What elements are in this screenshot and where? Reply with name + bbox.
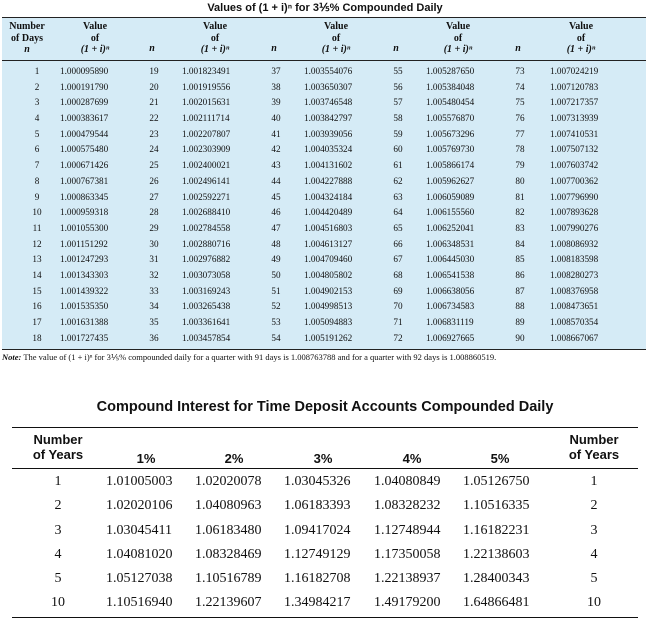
value-cell: 1.000863345 [60,191,109,202]
days-cell: 61 [393,160,403,171]
daily-table-row [2,127,646,143]
daily-table-row [2,237,646,253]
value-cell: 1.005866174 [426,160,475,171]
days-cell: 64 [393,207,403,218]
value-cell: 1.006734583 [426,301,475,312]
daily-table-row [2,252,646,268]
value-cell: 1.006541538 [426,269,475,280]
value-cell: 1.004420489 [304,207,353,218]
header-line: of [331,32,341,44]
value-cell: 1.005384048 [426,81,475,92]
years-cell-left: 2 [54,498,62,514]
yearly-table-body [12,470,638,616]
value-cell: 1.002111714 [182,113,230,124]
factor-cell: 1.09417024 [284,522,351,538]
days-cell: 29 [149,222,159,233]
value-cell: 1.007217357 [550,97,599,108]
years-cell-right: 4 [590,546,598,562]
yearly-table-row [12,543,638,567]
days-cell: 52 [271,301,281,312]
value-cell: 1.003073058 [182,269,231,280]
factor-cell: 1.49179200 [374,595,441,611]
daily-table-note [2,352,496,363]
days-cell: 83 [515,222,525,233]
days-cell: 30 [149,238,159,249]
years-cell-left: 5 [54,571,62,587]
value-cell: 1.002207807 [182,128,231,139]
value-cell: 1.007700362 [550,175,599,186]
header-line: Value [323,21,349,32]
yearly-table-row [12,591,638,615]
value-cell: 1.003169243 [182,285,231,296]
factor-cell: 1.05126750 [463,474,530,489]
days-cell: 69 [393,285,403,296]
value-cell: 1.002976882 [182,254,231,265]
days-cell: 18 [32,332,42,343]
days-cell: 67 [393,254,403,265]
value-cell: 1.006638056 [426,285,475,296]
rate-header: 4% [402,451,422,466]
value-cell: 1.003457854 [182,332,231,343]
years-cell-left: 4 [54,546,62,562]
value-cell: 1.002400021 [182,160,231,171]
years-header-right [554,432,634,462]
days-cell: 5 [34,128,40,139]
days-cell: 19 [149,66,159,76]
days-cell: 9 [34,191,40,202]
factor-cell: 1.02020078 [195,474,262,489]
factor-cell: 1.12749129 [284,546,351,562]
header-line: Value [568,21,594,32]
value-cell: 1.001439322 [60,285,109,296]
value-cell: 1.001631388 [60,317,109,327]
days-cell: 57 [393,97,403,108]
factor-cell: 1.08328232 [374,498,441,514]
factor-cell: 1.12748944 [374,522,441,538]
header-line: Number [9,21,45,32]
value-cell: 1.006348531 [426,238,475,249]
days-cell: 16 [32,301,42,312]
value-cell: 1.005480454 [426,97,475,108]
daily-table-row [2,95,646,111]
value-cell: 1.007796990 [550,191,599,202]
days-cell: 59 [393,128,403,139]
header-line: (1 + i)ⁿ [566,44,596,55]
value-cell: 1.006445030 [426,254,475,265]
value-cell: 1.001823491 [182,66,231,76]
days-cell: 23 [149,128,159,139]
days-cell: 70 [393,301,403,312]
days-cell: 24 [149,144,159,155]
daily-table-header [2,18,646,61]
value-cell: 1.004324184 [304,191,353,202]
value-cell: 1.003842797 [304,113,353,124]
value-cell: 1.005673296 [426,128,475,139]
days-cell: 66 [393,238,403,249]
value-cell: 1.007893628 [550,207,599,218]
note-text: The value of (1 + i)ⁿ for 3⅕% compounded daily for a quarter with 91 days is 1.008763788 and for a quarter with 92 days is 1.008860519. [23,352,497,362]
days-cell: 46 [271,207,281,218]
factor-cell: 1.10516789 [195,571,262,587]
days-cell: 82 [515,207,525,218]
factor-cell: 1.10516335 [463,498,530,514]
value-cell: 1.001919556 [182,81,231,92]
value-header-3 [301,21,371,56]
days-cell: 17 [32,317,42,327]
daily-table-row [2,268,646,284]
rate-header: 2% [224,451,244,466]
header-line: Value [82,21,108,32]
rate-header: 3% [313,451,333,466]
value-cell: 1.008667067 [550,332,599,343]
days-cell: 10 [32,207,42,218]
daily-table-row [2,142,646,158]
factor-cell: 1.16182708 [284,571,351,587]
days-cell: 28 [149,207,159,218]
days-cell: 88 [515,301,525,312]
value-cell: 1.004805802 [304,269,353,280]
value-cell: 1.002592271 [182,191,231,202]
value-cell: 1.001247293 [60,254,109,265]
days-cell: 32 [149,269,159,280]
years-cell-right: 3 [590,522,598,538]
days-cell: 65 [393,222,403,233]
value-cell: 1.006059089 [426,191,475,202]
daily-table-row [2,190,646,206]
value-cell: 1.004998513 [304,301,353,312]
daily-table-row [2,174,646,190]
value-cell: 1.005769730 [426,144,475,155]
value-cell: 1.005962627 [426,175,475,186]
value-cell: 1.007507132 [550,144,599,155]
days-cell: 80 [515,175,525,186]
yearly-table-row [12,567,638,591]
factor-cell: 1.16182231 [463,522,530,538]
days-cell: 1 [34,66,40,76]
value-cell: 1.005576870 [426,113,475,124]
header-line: Value [202,21,228,32]
value-cell: 1.007313939 [550,113,599,124]
days-cell: 55 [393,66,403,76]
days-cell: 38 [271,81,281,92]
days-cell: 48 [271,238,281,249]
n-header-3: n [271,43,277,54]
days-cell: 58 [393,113,403,124]
value-cell: 1.003650307 [304,81,353,92]
header-line: (1 + i)ⁿ [80,44,110,55]
days-cell: 90 [515,332,525,343]
days-cell: 21 [149,97,159,108]
value-cell: 1.001727435 [60,332,109,343]
value-cell: 1.000959318 [60,207,109,218]
factor-cell: 1.06183480 [195,522,262,538]
factor-cell: 1.05127038 [106,571,173,587]
years-cell-right: 10 [587,595,601,611]
days-cell: 36 [149,332,159,343]
days-cell: 44 [271,175,281,186]
days-cell: 3 [34,97,40,108]
daily-table-row [2,315,646,331]
days-cell: 76 [515,113,525,124]
header-line: of Years [568,447,620,462]
factor-cell: 1.10516940 [106,595,173,611]
years-cell-right: 5 [590,571,598,587]
days-cell: 33 [149,285,159,296]
note-label: Note: [2,352,22,362]
factor-cell: 1.22138937 [374,571,441,587]
value-cell: 1.000767381 [60,175,109,186]
years-cell-left: 3 [54,522,62,538]
value-cell: 1.001343303 [60,269,109,280]
value-cell: 1.005287650 [426,66,475,76]
years-cell-left: 1 [54,474,62,489]
days-cell: 8 [34,175,40,186]
days-cell: 47 [271,222,281,233]
value-cell: 1.008086932 [550,238,599,249]
rate-header: 1% [136,451,156,466]
daily-table-row [2,80,646,96]
factor-cell: 1.17350058 [374,546,441,562]
value-cell: 1.002688410 [182,207,231,218]
value-cell: 1.002496141 [182,175,231,186]
value-cell: 1.001535350 [60,301,109,312]
days-cell: 89 [515,317,525,327]
days-cell: 34 [149,301,159,312]
days-cell: 86 [515,269,525,280]
value-cell: 1.000671426 [60,160,109,171]
header-line: of Years [32,447,84,462]
days-cell: 11 [32,222,42,233]
days-cell: 77 [515,128,525,139]
value-cell: 1.008183598 [550,254,599,265]
yearly-table-header [12,428,638,469]
value-cell: 1.001055300 [60,222,109,233]
value-cell: 1.002880716 [182,238,231,249]
daily-table-row [2,284,646,300]
value-header-1 [60,21,130,56]
days-cell: 60 [393,144,403,155]
value-cell: 1.005191262 [304,332,353,343]
days-cell: 13 [32,254,42,265]
value-cell: 1.004709460 [304,254,353,265]
value-cell: 1.004516803 [304,222,353,233]
days-cell: 25 [149,160,159,171]
daily-table-body [2,64,646,346]
value-cell: 1.004227888 [304,175,353,186]
number-of-days-header [4,21,50,56]
factor-cell: 1.28400343 [463,571,530,587]
value-header-4 [423,21,493,56]
value-cell: 1.007603742 [550,160,599,171]
value-cell: 1.003554076 [304,66,353,76]
days-cell: 81 [515,191,525,202]
days-cell: 14 [32,269,42,280]
value-cell: 1.007120783 [550,81,599,92]
days-cell: 2 [34,81,40,92]
header-line: of [90,32,100,44]
days-cell: 56 [393,81,403,92]
days-cell: 45 [271,191,281,202]
days-cell: 84 [515,238,525,249]
header-line: (1 + i)ⁿ [321,44,351,55]
days-cell: 31 [149,254,159,265]
value-cell: 1.007024219 [550,66,599,76]
factor-cell: 1.01005003 [106,474,173,489]
daily-table-row [2,221,646,237]
value-cell: 1.002303909 [182,144,231,155]
n-header-2: n [149,43,155,54]
n-header-4: n [393,43,399,54]
n-header-5: n [515,43,521,54]
value-cell: 1.006927665 [426,332,475,343]
days-cell: 74 [515,81,525,92]
days-cell: 40 [271,113,281,124]
days-cell: 50 [271,269,281,280]
daily-table-title: Values of (1 + i)ⁿ for 3⅕% Compounded Daily [207,2,443,14]
value-cell: 1.001151292 [60,238,108,249]
daily-table-row [2,111,646,127]
days-cell: 62 [393,175,403,186]
yearly-table-row [12,494,638,518]
header-line: of Days [11,32,43,44]
value-cell: 1.003265438 [182,301,231,312]
days-cell: 63 [393,191,403,202]
factor-cell: 1.22138603 [463,546,530,562]
days-cell: 4 [34,113,40,124]
yearly-compound-table [12,427,638,618]
days-cell: 75 [515,97,525,108]
factor-cell: 1.04080963 [195,498,262,514]
daily-compound-table [2,17,646,350]
days-cell: 7 [34,160,40,171]
header-line: of [210,32,220,44]
factor-cell: 1.03045411 [106,522,172,538]
value-cell: 1.000383617 [60,113,109,124]
days-cell: 79 [515,160,525,171]
days-cell: 85 [515,254,525,265]
days-cell: 35 [149,317,159,327]
value-cell: 1.003361641 [182,317,231,327]
value-cell: 1.006155560 [426,207,475,218]
header-line: Number [33,432,83,447]
days-cell: 43 [271,160,281,171]
factor-cell: 1.04080849 [374,474,441,489]
days-cell: 26 [149,175,159,186]
daily-table-row [2,158,646,174]
value-cell: 1.008570354 [550,317,599,327]
days-cell: 15 [32,285,42,296]
days-cell: 53 [271,317,281,327]
value-cell: 1.004613127 [304,238,353,249]
value-header-2 [180,21,250,56]
days-cell: 49 [271,254,281,265]
header-line: of [576,32,586,44]
days-cell: 73 [515,66,525,76]
days-cell: 78 [515,144,525,155]
factor-cell: 1.22139607 [195,595,262,611]
header-line: (1 + i)ⁿ [443,44,473,55]
value-cell: 1.007990276 [550,222,599,233]
value-cell: 1.006252041 [426,222,475,233]
rate-header: 5% [490,451,510,466]
days-cell: 22 [149,113,159,124]
years-cell-left: 10 [51,595,65,611]
days-cell: 6 [34,144,40,155]
value-cell: 1.008473651 [550,301,599,312]
factor-cell: 1.03045326 [284,474,351,489]
days-cell: 51 [271,285,281,296]
value-cell: 1.002784558 [182,222,231,233]
factor-cell: 1.08328469 [195,546,262,562]
value-cell: 1.008376958 [550,285,599,296]
value-cell: 1.006831119 [426,317,474,327]
days-cell: 54 [271,332,281,343]
value-cell: 1.008280273 [550,269,599,280]
days-cell: 72 [393,332,403,343]
value-cell: 1.003939056 [304,128,353,139]
factor-cell: 1.64866481 [463,595,530,611]
days-cell: 41 [271,128,281,139]
header-line: of [453,32,463,44]
value-cell: 1.000191790 [60,81,109,92]
value-cell: 1.000575480 [60,144,109,155]
daily-table-row [2,205,646,221]
value-cell: 1.004035324 [304,144,353,155]
yearly-table-row [12,470,638,494]
value-cell: 1.004131602 [304,160,353,171]
header-line: Number [569,432,619,447]
years-cell-right: 2 [590,498,598,514]
days-cell: 12 [32,238,42,249]
days-cell: 87 [515,285,525,296]
factor-cell: 1.34984217 [284,595,351,611]
value-cell: 1.000479544 [60,128,109,139]
header-line: Value [445,21,471,32]
header-n: n [24,44,30,55]
factor-cell: 1.04081020 [106,546,173,562]
yearly-table-title: Compound Interest for Time Deposit Accounts Compounded Daily [96,399,554,415]
factor-cell: 1.02020106 [106,498,173,514]
value-cell: 1.005094883 [304,317,353,327]
header-line: (1 + i)ⁿ [200,44,230,55]
years-header-left [18,432,98,462]
value-cell: 1.000095890 [60,66,109,76]
daily-table-row [2,299,646,315]
factor-cell: 1.06183393 [284,498,351,514]
value-cell: 1.007410531 [550,128,599,139]
days-cell: 27 [149,191,159,202]
daily-table-row [2,64,646,80]
days-cell: 39 [271,97,281,108]
value-header-5 [546,21,616,56]
value-cell: 1.002015631 [182,97,231,108]
value-cell: 1.004902153 [304,285,353,296]
days-cell: 68 [393,269,403,280]
days-cell: 20 [149,81,159,92]
days-cell: 71 [393,317,403,327]
days-cell: 37 [271,66,281,76]
value-cell: 1.000287699 [60,97,109,108]
days-cell: 42 [271,144,281,155]
yearly-table-row [12,519,638,543]
daily-table-row [2,331,646,347]
years-cell-right: 1 [590,474,598,489]
value-cell: 1.003746548 [304,97,353,108]
